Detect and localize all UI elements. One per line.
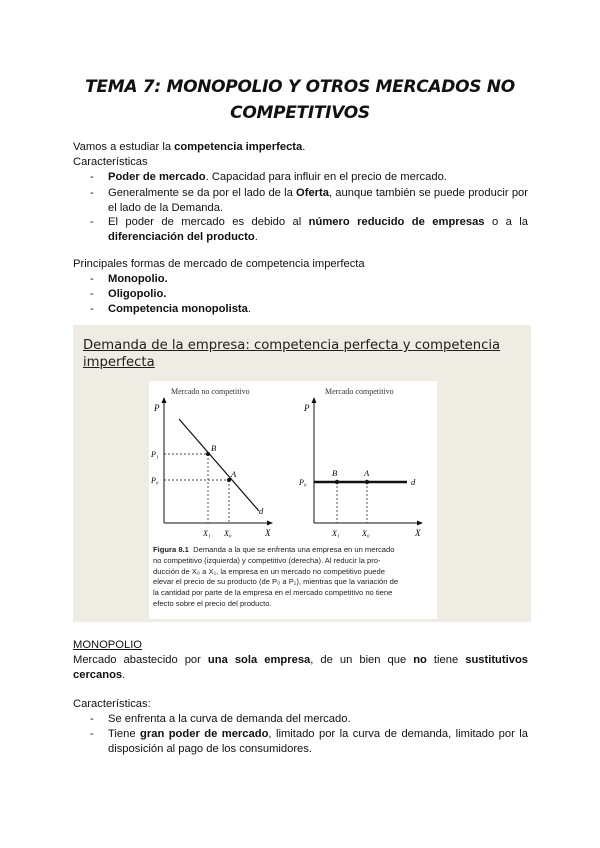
left-point-b xyxy=(206,452,210,456)
left-p1-label: P₁ xyxy=(151,450,159,459)
bullet-dash: - xyxy=(90,303,94,315)
monopolio-heading: MONOPOLIO xyxy=(73,639,142,651)
left-x1-label: X₁ xyxy=(203,529,211,538)
intro-paragraph: Vamos a estudiar la competencia imperfecta. xyxy=(73,141,306,153)
right-point-b-label: B xyxy=(332,468,338,478)
left-x-arrow xyxy=(267,521,273,526)
right-point-b xyxy=(335,480,339,484)
page-title-line-1: TEMA 7: MONOPOLIO Y OTROS MERCADOS NO xyxy=(85,77,515,97)
figure-panel xyxy=(149,381,437,619)
page-title xyxy=(60,74,540,126)
left-point-b-label: B xyxy=(211,443,217,453)
monopolio-characteristics-label: Características: xyxy=(73,698,151,710)
right-x-arrow xyxy=(417,521,423,526)
page-title-line-2: COMPETITIVOS xyxy=(230,103,370,123)
left-panel-title: Mercado no competitivo xyxy=(171,387,250,396)
left-p0-label: P₀ xyxy=(151,476,159,485)
monopolio-definition: Mercado abastecido por una sola empresa, de un bien que no tiene sustitutivos cercanos. xyxy=(73,654,529,681)
bullet-dash: - xyxy=(90,216,94,228)
right-curve-d-label: d xyxy=(411,477,416,487)
bullet-dash: - xyxy=(90,713,94,725)
right-panel-title: Mercado competitivo xyxy=(325,387,394,396)
bullet-dash: - xyxy=(90,171,94,183)
demand-figure xyxy=(73,325,531,622)
left-demand-curve xyxy=(179,419,259,511)
left-point-a-label: A xyxy=(231,469,237,479)
bullet-dash: - xyxy=(90,728,94,740)
left-y-arrow xyxy=(162,397,167,403)
bullet-dash: - xyxy=(90,187,94,199)
figure-caption: Figura 8.1 Demanda a la que se enfrenta una empresa en un mercado no competitivo (izquierda) y competitivo (derecha). Al reducir la pro- ducción de X₀ a X₁, la empresa en un mercado no competitivo puede elevar el precio de su producto (de P₀ a P₁), mientras que la variación de la cantidad por parte de la empresa en el mercado competitivo no tiene efecto sobre el precio del producto. xyxy=(153,545,399,608)
right-x1-label: X₁ xyxy=(332,529,340,538)
right-p0-label: P₀ xyxy=(299,478,307,487)
right-axis-p-label: P xyxy=(304,403,310,413)
forms-label: Principales formas de mercado de competencia imperfecta xyxy=(73,258,365,270)
bullet-dash: - xyxy=(90,288,94,300)
right-y-arrow xyxy=(312,397,317,403)
demand-diagram xyxy=(149,381,437,541)
left-axis-x-label: X xyxy=(265,528,271,538)
bullet-dash: - xyxy=(90,273,94,285)
right-point-a xyxy=(365,480,369,484)
left-curve-d-label: d xyxy=(259,506,264,516)
left-axis-p-label: P xyxy=(154,403,160,413)
right-axis-x-label: X xyxy=(415,528,421,538)
left-x0-label: X₀ xyxy=(224,529,232,538)
characteristics-label: Características xyxy=(73,156,148,168)
right-x0-label: X₀ xyxy=(362,529,370,538)
figure-heading: Demanda de la empresa: competencia perfecta y competencia imperfecta xyxy=(83,338,501,370)
right-point-a-label: A xyxy=(364,468,370,478)
